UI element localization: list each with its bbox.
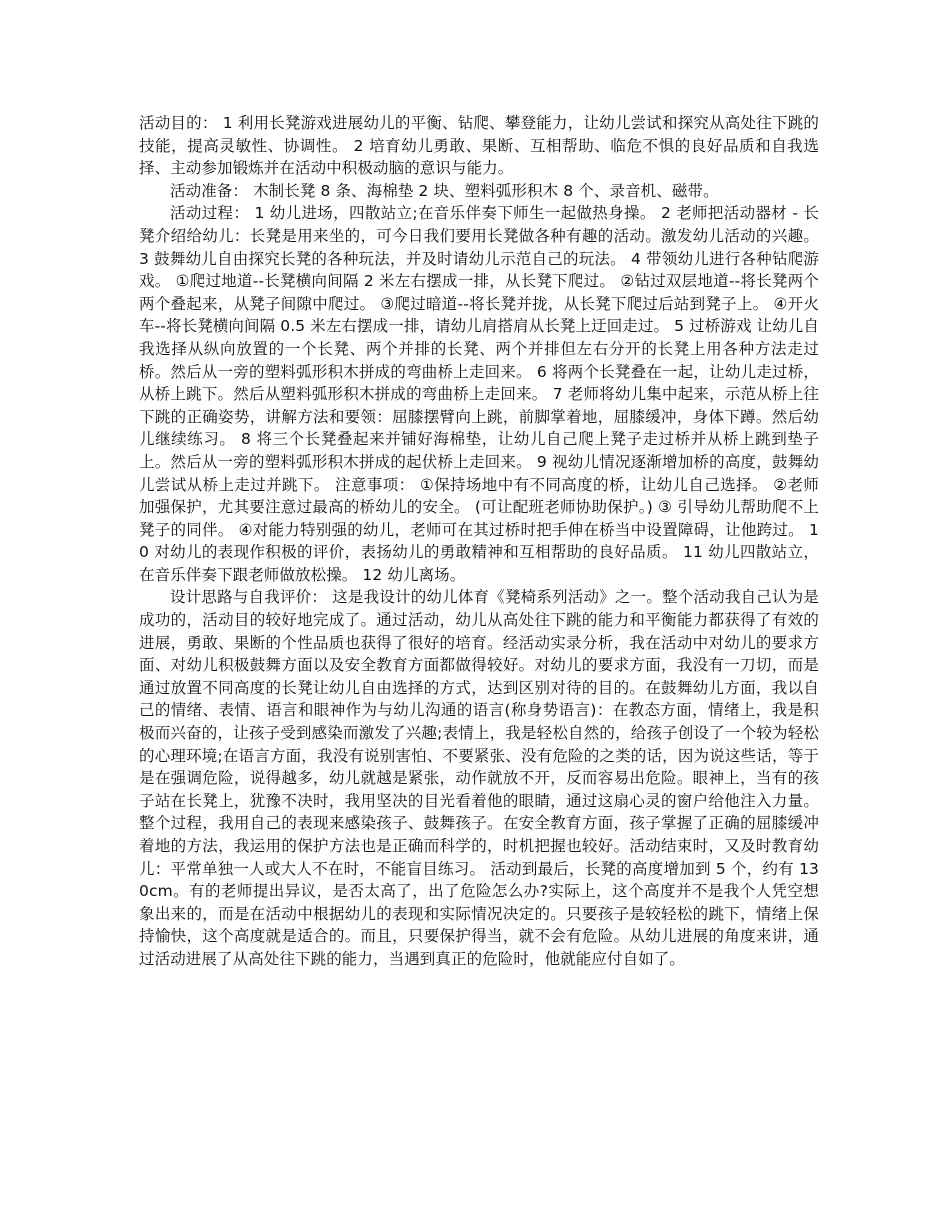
paragraph-activity-preparation: 活动准备： 木制长凳 8 条、海棉垫 2 块、塑料弧形积木 8 个、录音机、磁带。: [170, 181, 719, 200]
document-body: [139, 112, 819, 971]
paragraph-design-evaluation: 设计思路与自我评价： 这是我设计的幼儿体育《凳椅系列活动》之一。整个活动我自己认为是成功的，活动目的较好地完成了。通过活动，幼儿从高处往下跳的能力和平衡能力都获得了有效的进展，勇敢、果断的个性品质也获得了很好的培育。经活动实录分析，我在活动中对幼儿的要求方面、对幼儿积极鼓舞方面以及安全教育方面都做得较好。对幼儿的要求方面，我没有一刀切，而是通过放置不同高度的长凳让幼儿自由选择的方式，达到区别对待的目的。在鼓舞幼儿方面，我以自己的情绪、表情、语言和眼神作为与幼儿沟通的语言(称身势语言)：在教态方面，情绪上，我是积极而兴奋的，让孩子受到感染而激发了兴趣;表情上，我是轻松自然的，给孩子创设了一个较为轻松的心理环境;在语言方面，我没有说别害怕、不要紧张、没有危险的之类的话，因为说这些话，等于是在强调危险，说得越多，幼儿就越是紧张，动作就放不开，反而容易出危险。眼神上，当有的孩子站在长凳上，犹豫不决时，我用坚决的目光看着他的眼睛，通过这扇心灵的窗户给他注入力量。整个过程，我用自己的表现来感染孩子、鼓舞孩子。在安全教育方面，孩子掌握了正确的屈膝缓冲着地的方法，我运用的保护方法也是正确而科学的，时机把握也较好。活动结束时，又及时教育幼儿：平常单独一人或大人不在时，不能盲目练习。 活动到最后，长凳的高度增加到 5 个，约有 130cm。有的老师提出异议，是否太高了，出了危险怎么办?实际上，这个高度并不是我个人凭空想象出来的，而是在活动中根据幼儿的表现和实际情况决定的。只要孩子是较轻松的跳下，情绪上保持愉快，这个高度就是适合的。而且，只要保护得当，就不会有危险。从幼儿进展的角度来讲，通过活动进展了从高处往下跳的能力，当遇到真正的危险时，他就能应付自如了。: [139, 588, 819, 968]
paragraph-activity-goal: 活动目的： 1 利用长凳游戏进展幼儿的平衡、钻爬、攀登能力，让幼儿尝试和探究从高处往下跳的技能，提高灵敏性、协调性。 2 培育幼儿勇敢、果断、互相帮助、临危不惧的良好品质和自我选择、主动参加锻炼并在活动中积极动脑的意识与能力。: [139, 114, 819, 178]
paragraph-activity-process: 活动过程： 1 幼儿进场，四散站立;在音乐伴奏下师生一起做热身操。 2 老师把活动器材 - 长凳介绍给幼儿：长凳是用来坐的，可今日我们要用长凳做各种有趣的活动。激发幼儿活动的兴趣。 3 鼓舞幼儿自由探究长凳的各种玩法，并及时请幼儿示范自己的玩法。 4 带领幼儿进行各种钻爬游戏。 ①爬过地道--长凳横向间隔 2 米左右摆成一排，从长凳下爬过。 ②钻过双层地道--将长凳两个两个叠起来，从凳子间隙中爬过。 ③爬过暗道--将长凳并拢，从长凳下爬过后站到凳子上。 ④开火车--将长凳横向间隔 0.5 米左右摆成一排，请幼儿肩搭肩从长凳上迂回走过。 5 过桥游戏 让幼儿自我选择从纵向放置的一个长凳、两个并排的长凳、两个并排但左右分开的长凳上用各种方法走过桥。然后从一旁的塑料弧形积木拼成的弯曲桥上走回来。 6 将两个长凳叠在一起，让幼儿走过桥，从桥上跳下。然后从塑料弧形积木拼成的弯曲桥上走回来。 7 老师将幼儿集中起来，示范从桥上往下跳的正确姿势，讲解方法和要领：屈膝摆臂向上跳，前脚掌着地，屈膝缓冲，身体下蹲。然后幼儿继续练习。 8 将三个长凳叠起来并铺好海棉垫，让幼儿自己爬上凳子走过桥并从桥上跳到垫子上。然后从一旁的塑料弧形积木拼成的起伏桥上走回来。 9 视幼儿情况逐渐增加桥的高度，鼓舞幼儿尝试从桥上走过并跳下。 注意事项： ①保持场地中有不同高度的桥，让幼儿自己选择。 ②老师加强保护，尤其要注意过最高的桥幼儿的安全。 (可让配班老师协助保护。) ③ 引导幼儿帮助爬不上凳子的同伴。 ④对能力特别强的幼儿，老师可在其过桥时把手伸在桥当中设置障碍，让他跨过。 10 对幼儿的表现作积极的评价，表扬幼儿的勇敢精神和互相帮助的良好品质。 11 幼儿四散站立，在音乐伴奏下跟老师做放松操。 12 幼儿离场。: [139, 204, 819, 584]
